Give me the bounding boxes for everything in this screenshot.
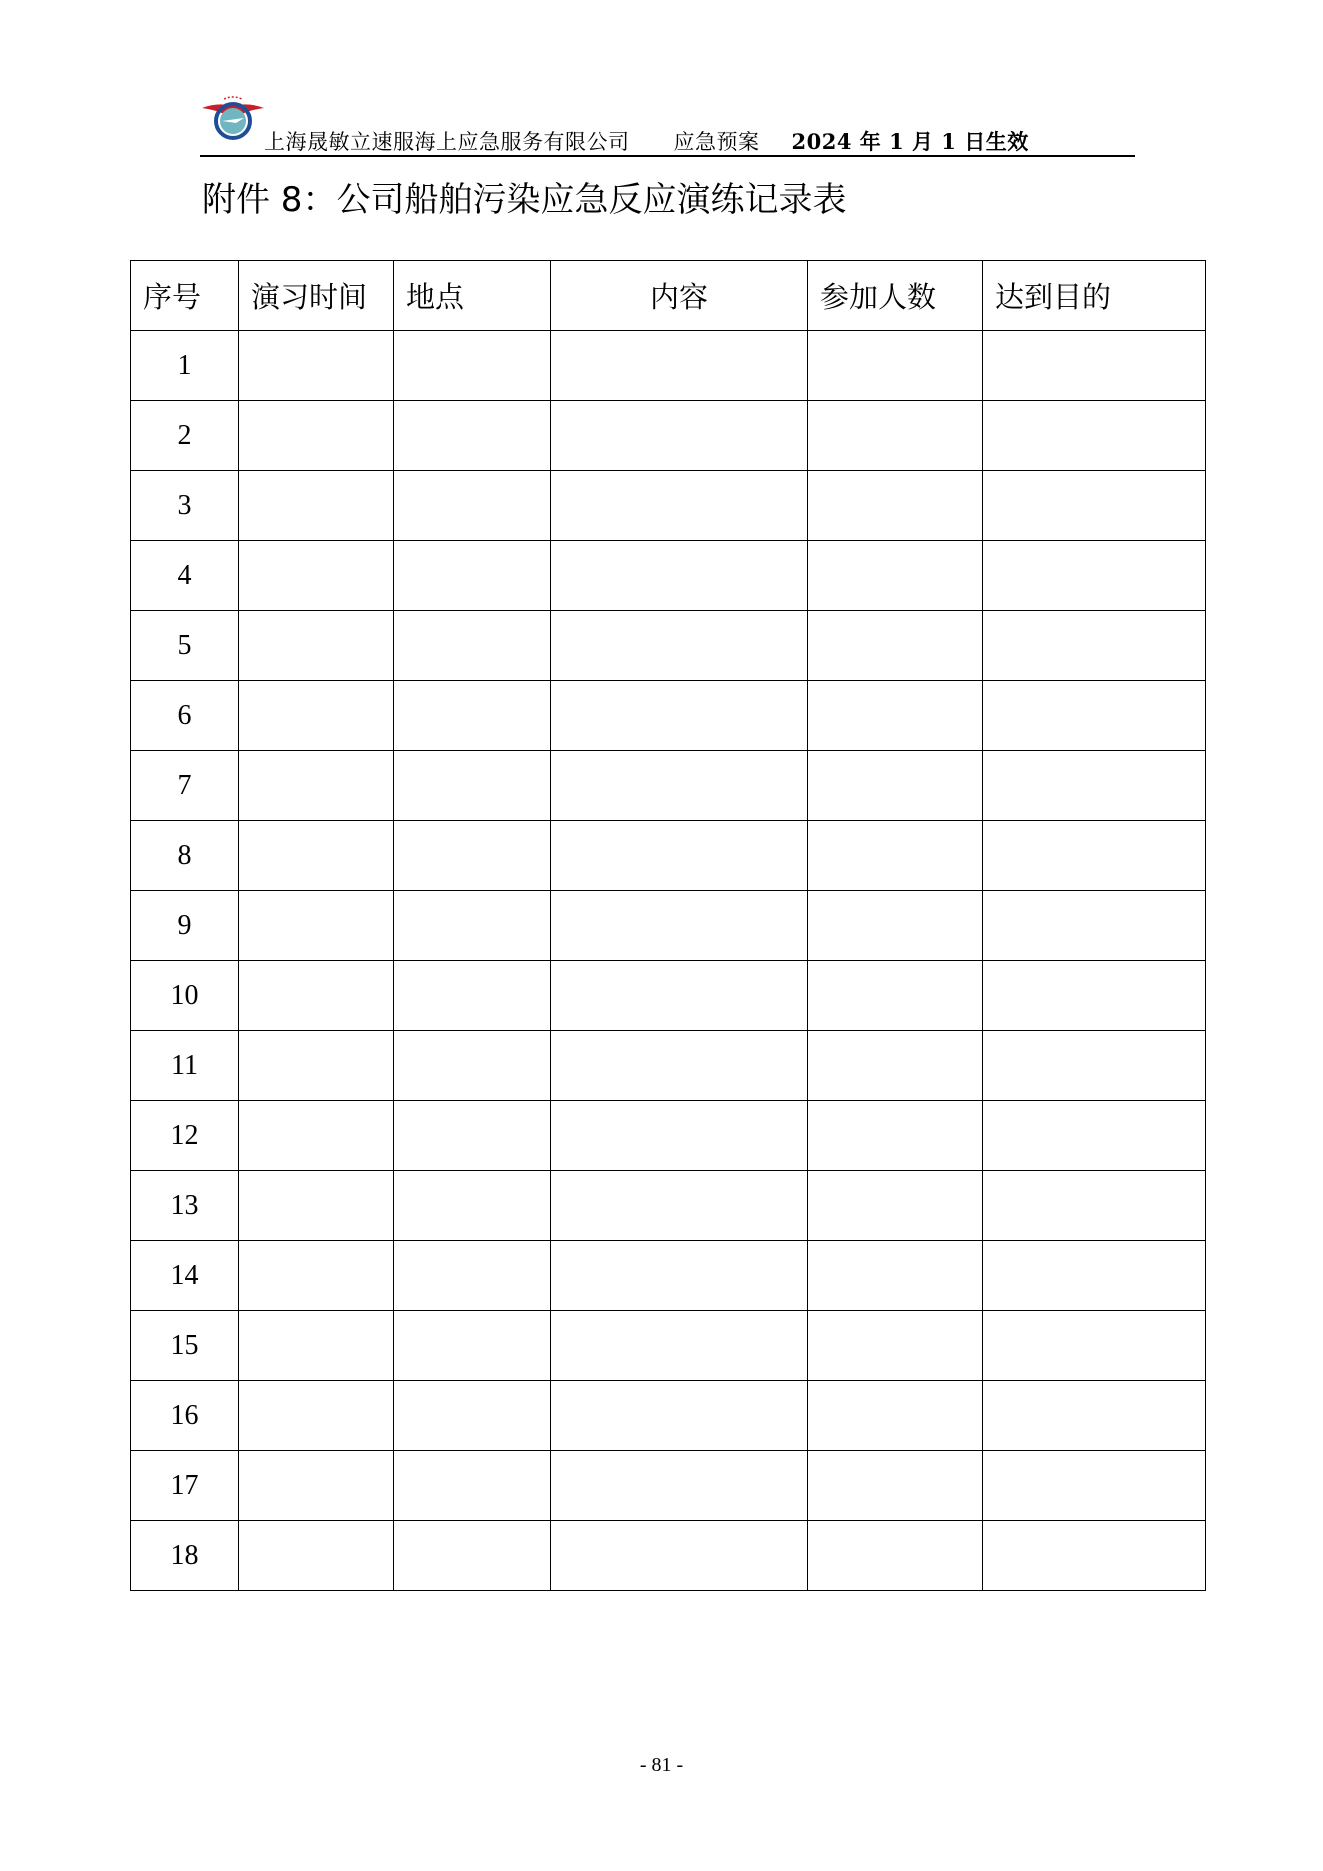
location-cell[interactable] — [394, 541, 551, 611]
table-row — [131, 891, 1206, 961]
table-row — [131, 1101, 1206, 1171]
objective-cell[interactable] — [983, 751, 1206, 821]
drill-time-cell[interactable] — [239, 1311, 394, 1381]
table-row — [131, 1311, 1206, 1381]
header-rule — [200, 155, 1135, 157]
participants-cell[interactable] — [808, 1101, 983, 1171]
location-cell[interactable] — [394, 891, 551, 961]
row-number-cell: 11 — [131, 1031, 239, 1101]
location-cell[interactable] — [394, 611, 551, 681]
row-number-cell: 8 — [131, 821, 239, 891]
drill-time-cell[interactable] — [239, 541, 394, 611]
location-cell[interactable] — [394, 1031, 551, 1101]
drill-time-cell[interactable] — [239, 471, 394, 541]
header-effective-date: 2024 年 1 月 1 日生效 — [791, 129, 1029, 154]
row-number-cell: 10 — [131, 961, 239, 1031]
page-title: 附件 8：公司船舶污染应急反应演练记录表 — [202, 180, 847, 220]
participants-cell[interactable] — [808, 401, 983, 471]
participants-cell[interactable] — [808, 611, 983, 681]
row-number-cell: 4 — [131, 541, 239, 611]
drill-time-cell[interactable] — [239, 821, 394, 891]
participants-cell[interactable] — [808, 541, 983, 611]
objective-cell[interactable] — [983, 1311, 1206, 1381]
participants-cell[interactable] — [808, 751, 983, 821]
drill-time-cell[interactable] — [239, 1031, 394, 1101]
objective-cell[interactable] — [983, 331, 1206, 401]
drill-time-cell[interactable] — [239, 1521, 394, 1591]
participants-cell[interactable] — [808, 1521, 983, 1591]
objective-cell[interactable] — [983, 401, 1206, 471]
location-cell[interactable] — [394, 1171, 551, 1241]
content-cell[interactable] — [551, 1381, 808, 1451]
participants-cell[interactable] — [808, 961, 983, 1031]
objective-cell[interactable] — [983, 1101, 1206, 1171]
row-number-cell: 13 — [131, 1171, 239, 1241]
table-row — [131, 681, 1206, 751]
content-cell[interactable] — [551, 821, 808, 891]
drill-time-cell[interactable] — [239, 1171, 394, 1241]
row-number-cell: 17 — [131, 1451, 239, 1521]
table-row — [131, 541, 1206, 611]
row-number-cell: 15 — [131, 1311, 239, 1381]
content-cell[interactable] — [551, 1311, 808, 1381]
location-cell[interactable] — [394, 471, 551, 541]
objective-cell[interactable] — [983, 1241, 1206, 1311]
objective-cell[interactable] — [983, 821, 1206, 891]
header-text — [264, 126, 1029, 156]
table-row — [131, 611, 1206, 681]
objective-cell[interactable] — [983, 961, 1206, 1031]
participants-cell[interactable] — [808, 471, 983, 541]
objective-cell[interactable] — [983, 1521, 1206, 1591]
table-row — [131, 961, 1206, 1031]
objective-cell[interactable] — [983, 1451, 1206, 1521]
row-number-cell: 9 — [131, 891, 239, 961]
drill-record-table — [130, 260, 1206, 1591]
table-row — [131, 1521, 1206, 1591]
table-row — [131, 1381, 1206, 1451]
drill-time-cell[interactable] — [239, 611, 394, 681]
participants-cell[interactable] — [808, 1311, 983, 1381]
location-cell[interactable] — [394, 1521, 551, 1591]
content-cell[interactable] — [551, 1171, 808, 1241]
location-cell[interactable] — [394, 681, 551, 751]
row-number-cell: 6 — [131, 681, 239, 751]
row-number-cell: 16 — [131, 1381, 239, 1451]
participants-cell[interactable] — [808, 1171, 983, 1241]
location-cell[interactable] — [394, 1311, 551, 1381]
row-number-cell: 7 — [131, 751, 239, 821]
participants-cell[interactable] — [808, 1241, 983, 1311]
page-header — [200, 92, 1135, 158]
content-cell[interactable] — [551, 891, 808, 961]
content-cell[interactable] — [551, 1031, 808, 1101]
row-number-cell: 2 — [131, 401, 239, 471]
table-row — [131, 1171, 1206, 1241]
column-header-no: 序号 — [131, 261, 239, 331]
participants-cell[interactable] — [808, 821, 983, 891]
drill-time-cell[interactable] — [239, 751, 394, 821]
drill-time-cell[interactable] — [239, 891, 394, 961]
column-header-content: 内容 — [551, 261, 808, 331]
location-cell[interactable] — [394, 1381, 551, 1451]
table-row — [131, 821, 1206, 891]
participants-cell[interactable] — [808, 331, 983, 401]
row-number-cell: 18 — [131, 1521, 239, 1591]
objective-cell[interactable] — [983, 1031, 1206, 1101]
drill-time-cell[interactable] — [239, 1451, 394, 1521]
column-header-objective: 达到目的 — [983, 261, 1206, 331]
column-header-location: 地点 — [394, 261, 551, 331]
objective-cell[interactable] — [983, 681, 1206, 751]
objective-cell[interactable] — [983, 1381, 1206, 1451]
content-cell[interactable] — [551, 1451, 808, 1521]
participants-cell[interactable] — [808, 681, 983, 751]
objective-cell[interactable] — [983, 611, 1206, 681]
objective-cell[interactable] — [983, 1171, 1206, 1241]
row-number-cell: 3 — [131, 471, 239, 541]
content-cell[interactable] — [551, 541, 808, 611]
table-row — [131, 471, 1206, 541]
content-cell[interactable] — [551, 331, 808, 401]
row-number-cell: 1 — [131, 331, 239, 401]
row-number-cell: 14 — [131, 1241, 239, 1311]
header-company: 上海晟敏立速服海上应急服务有限公司 — [264, 130, 630, 154]
table-row — [131, 1451, 1206, 1521]
objective-cell[interactable] — [983, 541, 1206, 611]
location-cell[interactable] — [394, 331, 551, 401]
drill-time-cell[interactable] — [239, 961, 394, 1031]
location-cell[interactable] — [394, 1451, 551, 1521]
content-cell[interactable] — [551, 401, 808, 471]
participants-cell[interactable] — [808, 1381, 983, 1451]
participants-cell[interactable] — [808, 1451, 983, 1521]
table-body — [131, 331, 1206, 1591]
content-cell[interactable] — [551, 1521, 808, 1591]
table-row — [131, 1241, 1206, 1311]
table-row — [131, 331, 1206, 401]
participants-cell[interactable] — [808, 1031, 983, 1101]
objective-cell[interactable] — [983, 471, 1206, 541]
content-cell[interactable] — [551, 611, 808, 681]
table-row — [131, 1031, 1206, 1101]
drill-time-cell[interactable] — [239, 681, 394, 751]
content-cell[interactable] — [551, 1101, 808, 1171]
column-header-drill-time: 演习时间 — [239, 261, 394, 331]
company-logo-icon — [200, 92, 266, 144]
table-row — [131, 401, 1206, 471]
location-cell[interactable] — [394, 401, 551, 471]
row-number-cell: 12 — [131, 1101, 239, 1171]
content-cell[interactable] — [551, 1241, 808, 1311]
page-number: - 81 - — [639, 1754, 684, 1776]
content-cell[interactable] — [551, 961, 808, 1031]
location-cell[interactable] — [394, 1101, 551, 1171]
drill-time-cell[interactable] — [239, 331, 394, 401]
location-cell[interactable] — [394, 961, 551, 1031]
drill-time-cell[interactable] — [239, 1381, 394, 1451]
content-cell[interactable] — [551, 471, 808, 541]
location-cell[interactable] — [394, 751, 551, 821]
drill-time-cell[interactable] — [239, 401, 394, 471]
content-cell[interactable] — [551, 751, 808, 821]
objective-cell[interactable] — [983, 891, 1206, 961]
participants-cell[interactable] — [808, 891, 983, 961]
location-cell[interactable] — [394, 1241, 551, 1311]
table-row — [131, 751, 1206, 821]
column-header-participants: 参加人数 — [808, 261, 983, 331]
drill-time-cell[interactable] — [239, 1241, 394, 1311]
location-cell[interactable] — [394, 821, 551, 891]
table-header-row — [131, 261, 1206, 331]
header-document: 应急预案 — [673, 130, 760, 154]
row-number-cell: 5 — [131, 611, 239, 681]
drill-time-cell[interactable] — [239, 1101, 394, 1171]
content-cell[interactable] — [551, 681, 808, 751]
